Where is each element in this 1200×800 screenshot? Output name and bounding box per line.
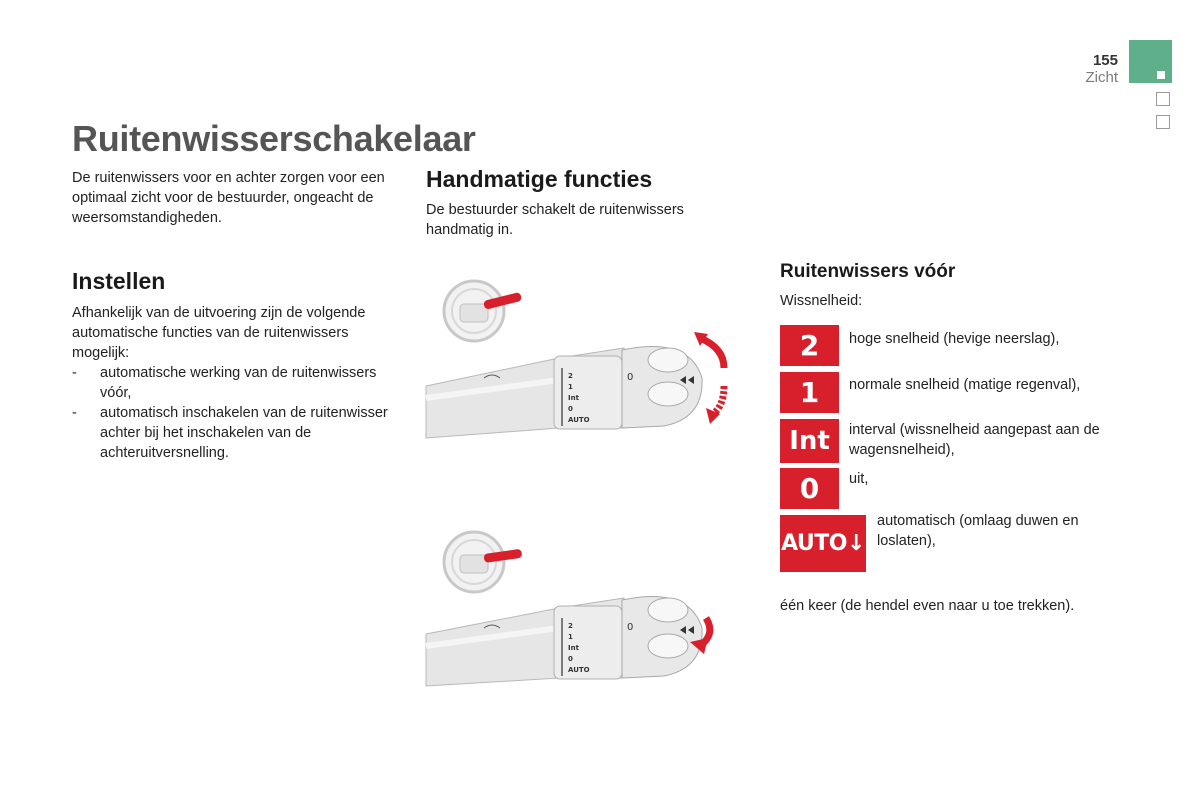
heading-ruitenwissers-voor: Ruitenwissers vóór — [780, 261, 956, 282]
ring-zero-label: 0 — [627, 372, 634, 383]
section-tab-active — [1129, 40, 1172, 83]
bullet-dash: - — [72, 365, 77, 381]
speed-label: 0 — [568, 655, 573, 663]
heading-instellen: Instellen — [72, 268, 166, 294]
speed-0-badge: 0 — [780, 468, 839, 509]
steering-wheel-icon — [444, 532, 522, 592]
wiper-stalk-illustration-rotate — [424, 268, 734, 443]
speed-int-text: interval (wissnelheid aangepast aan de wagensnelheid), — [849, 422, 1100, 458]
bullet-text: automatisch inschakelen van de ruitenwisser achter bij het inschakelen van de achteruitversnelling. — [100, 405, 388, 461]
wiper-stalk — [426, 347, 702, 439]
speed-label: AUTO — [568, 416, 590, 424]
wiper-stalk-illustration-pull — [424, 522, 734, 692]
section-tab-box — [1156, 115, 1170, 129]
page-number: 155 — [1092, 52, 1118, 69]
instellen-section — [72, 303, 392, 463]
wissnelheid-label: Wissnelheid: — [780, 293, 863, 309]
speed-1-text: normale snelheid (matige regenval), — [849, 377, 1081, 393]
active-dot-icon — [1157, 71, 1165, 79]
section-label: Zicht — [1085, 69, 1118, 86]
list-item — [72, 403, 392, 463]
rotate-up-arrow-icon — [694, 332, 724, 368]
page-title: Ruitenwisserschakelaar — [72, 118, 476, 159]
instellen-text: Afhankelijk van de uitvoering zijn de volgende automatische functies van de ruitenwissers mogelijk: — [72, 305, 366, 361]
speed-1-badge: 1 — [780, 372, 839, 413]
heading-handmatig: Handmatige functies — [426, 166, 653, 192]
speed-label: 1 — [568, 383, 573, 391]
wiper-stalk — [426, 597, 702, 687]
speed-2-text: hoge snelheid (hevige neerslag), — [849, 331, 1060, 347]
handmatig-text: De bestuurder schakelt de ruitenwissers handmatig in. — [426, 202, 684, 238]
bullet-text: automatische werking van de ruitenwissers vóór, — [100, 365, 377, 401]
ring-zero-label: 0 — [627, 622, 634, 633]
speed-2-badge: 2 — [780, 325, 839, 366]
speed-label: AUTO — [568, 666, 590, 674]
speed-auto-badge: AUTO↓ — [780, 515, 866, 572]
bullet-dash: - — [72, 405, 77, 421]
section-tab-box — [1156, 92, 1170, 106]
single-wipe-text: één keer (de hendel even naar u toe trekken). — [780, 598, 1075, 614]
rotate-down-arrow-icon — [706, 386, 724, 424]
speed-label: Int — [568, 644, 579, 652]
speed-auto-text: automatisch (omlaag duwen en loslaten), — [877, 513, 1079, 549]
speed-label: 2 — [568, 372, 573, 380]
speed-label: Int — [568, 394, 579, 402]
speed-label: 0 — [568, 405, 573, 413]
intro-text: De ruitenwissers voor en achter zorgen voor een optimaal zicht voor de bestuurder, ongeacht de weersomstandigheden. — [72, 170, 385, 226]
steering-wheel-icon — [444, 281, 522, 341]
speed-int-badge: Int — [780, 419, 839, 463]
list-item — [72, 363, 392, 403]
speed-label: 2 — [568, 622, 573, 630]
speed-0-text: uit, — [849, 471, 869, 487]
speed-label: 1 — [568, 633, 573, 641]
